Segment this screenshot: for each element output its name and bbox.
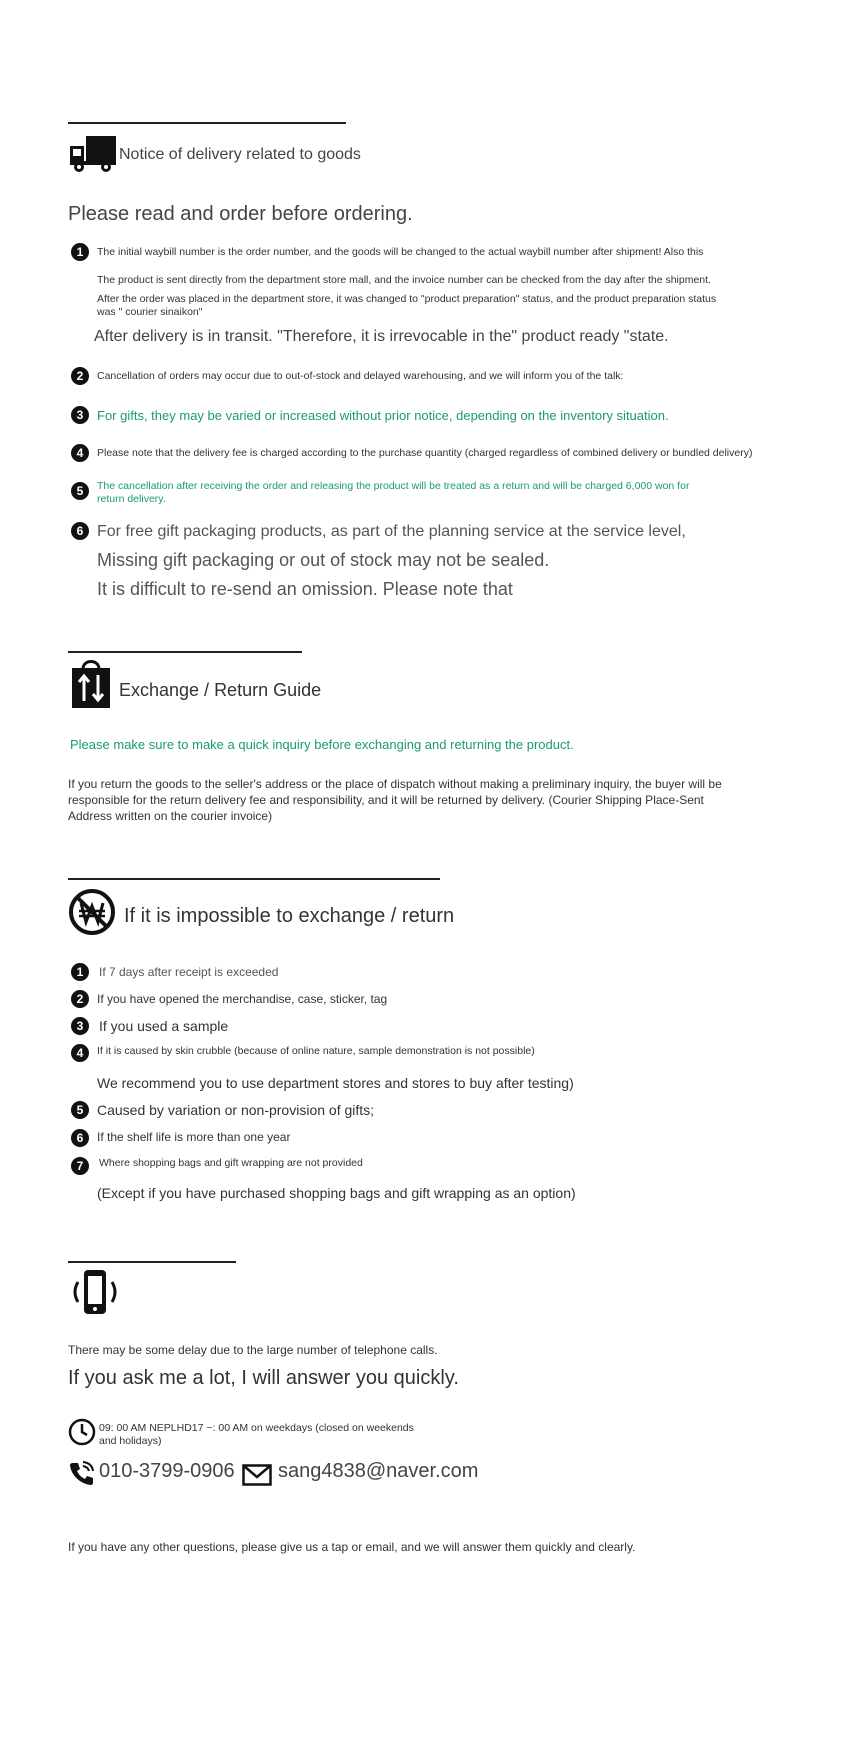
item-number-6: 6: [71, 522, 89, 540]
impossible-item-6: If the shelf life is more than one year: [97, 1130, 291, 1144]
truck-icon: [68, 134, 118, 179]
vibrating-phone-icon: [68, 1268, 122, 1321]
exchange-body: If you return the goods to the seller's address or the place of dispatch without making a preliminary inquiry, the buyer will be responsible for the return delivery fee and responsibility, and it will be returned by delivery. (Courier Shipping Place-Sent Address written on the courier invoice): [68, 777, 722, 823]
item-number-4: 4: [71, 1044, 89, 1062]
section-divider-contact: [68, 1261, 236, 1263]
contact-phone[interactable]: 010-3799-0906: [99, 1460, 235, 1482]
clock-icon: [68, 1418, 96, 1451]
section-title-exchange: Exchange / Return Guide: [119, 680, 322, 700]
delivery-item-2: Cancellation of orders may occur due to out-of-stock and delayed warehousing, and we will inform you of the talk:: [97, 370, 624, 382]
section-title-impossible: If it is impossible to exchange / return: [124, 905, 455, 927]
item-number-2: 2: [71, 990, 89, 1008]
delivery-item-3: For gifts, they may be varied or increased without prior notice, depending on the inventory situation.: [97, 408, 669, 423]
delivery-item-4: Please note that the delivery fee is charged according to the purchase quantity (charged regardless of combined delivery or bundled delivery): [97, 447, 753, 459]
item-number-1: 1: [71, 963, 89, 981]
shopping-bag-arrows-icon: [70, 657, 112, 714]
item-number-1: 1: [71, 243, 89, 261]
contact-delay-note: There may be some delay due to the large number of telephone calls.: [68, 1343, 438, 1357]
item-number-5: 5: [71, 482, 89, 500]
delivery-item-5: The cancellation after receiving the order and releasing the product will be treated as a return and will be charged 6,000 won for return delivery.: [97, 480, 690, 505]
delivery-transit-note: After delivery is in transit. "Therefore, it is irrevocable in the" product ready "state.: [94, 328, 669, 345]
impossible-item-2: If you have opened the merchandise, case, sticker, tag: [97, 992, 388, 1006]
section-divider-delivery: [68, 122, 346, 124]
item-number-7: 7: [71, 1157, 89, 1175]
impossible-item-1: If 7 days after receipt is exceeded: [99, 965, 279, 979]
section-title-delivery: Notice of delivery related to goods: [119, 146, 361, 163]
item-number-5: 5: [71, 1101, 89, 1119]
impossible-item-5: Caused by variation or non-provision of gifts;: [97, 1102, 375, 1118]
delivery-item-1-line-2: The product is sent directly from the department store mall, and the invoice number can be checked from the day after the shipment.: [97, 274, 711, 286]
section-divider-impossible: [68, 878, 440, 880]
contact-closing: If you have any other questions, please give us a tap or email, and we will answer them quickly and clearly.: [68, 1540, 636, 1554]
impossible-item-7-sub: (Except if you have purchased shopping bags and gift wrapping as an option): [97, 1185, 576, 1201]
envelope-icon: [242, 1464, 272, 1491]
delivery-item-1-line-3: After the order was placed in the department store, it was changed to "product preparation" status, and the product preparation status was " courier sinaikon": [97, 293, 717, 318]
impossible-item-7: Where shopping bags and gift wrapping are not provided: [99, 1157, 363, 1169]
impossible-item-3: If you used a sample: [99, 1018, 229, 1034]
delivery-item-1-line-1: The initial waybill number is the order number, and the goods will be changed to the actual waybill number after shipment! Also this: [97, 246, 704, 258]
impossible-item-4: If it is caused by skin crubble (because of online nature, sample demonstration is not possible): [97, 1045, 535, 1057]
item-number-4: 4: [71, 444, 89, 462]
delivery-item-6-line-1: For free gift packaging products, as part of the planning service at the service level,: [97, 523, 686, 540]
delivery-item-6-line-2: Missing gift packaging or out of stock may not be sealed.: [97, 550, 550, 570]
item-number-3: 3: [71, 406, 89, 424]
item-number-2: 2: [71, 367, 89, 385]
no-won-icon: [68, 888, 116, 941]
contact-email[interactable]: sang4838@naver.com: [278, 1460, 479, 1482]
exchange-notice: Please make sure to make a quick inquiry before exchanging and returning the product.: [70, 737, 574, 752]
contact-answer: If you ask me a lot, I will answer you quickly.: [68, 1367, 459, 1389]
delivery-item-6-line-3: It is difficult to re-send an omission. Please note that: [97, 579, 513, 599]
section-divider-exchange: [68, 651, 302, 653]
impossible-item-4-sub: We recommend you to use department stores and stores to buy after testing): [97, 1075, 574, 1091]
item-number-3: 3: [71, 1017, 89, 1035]
item-number-6: 6: [71, 1129, 89, 1147]
phone-icon: [68, 1460, 94, 1491]
contact-hours: 09: 00 AM NEPLHD17 ~: 00 AM on weekdays (closed on weekends and holidays): [99, 1422, 414, 1447]
delivery-heading: Please read and order before ordering.: [68, 203, 413, 225]
